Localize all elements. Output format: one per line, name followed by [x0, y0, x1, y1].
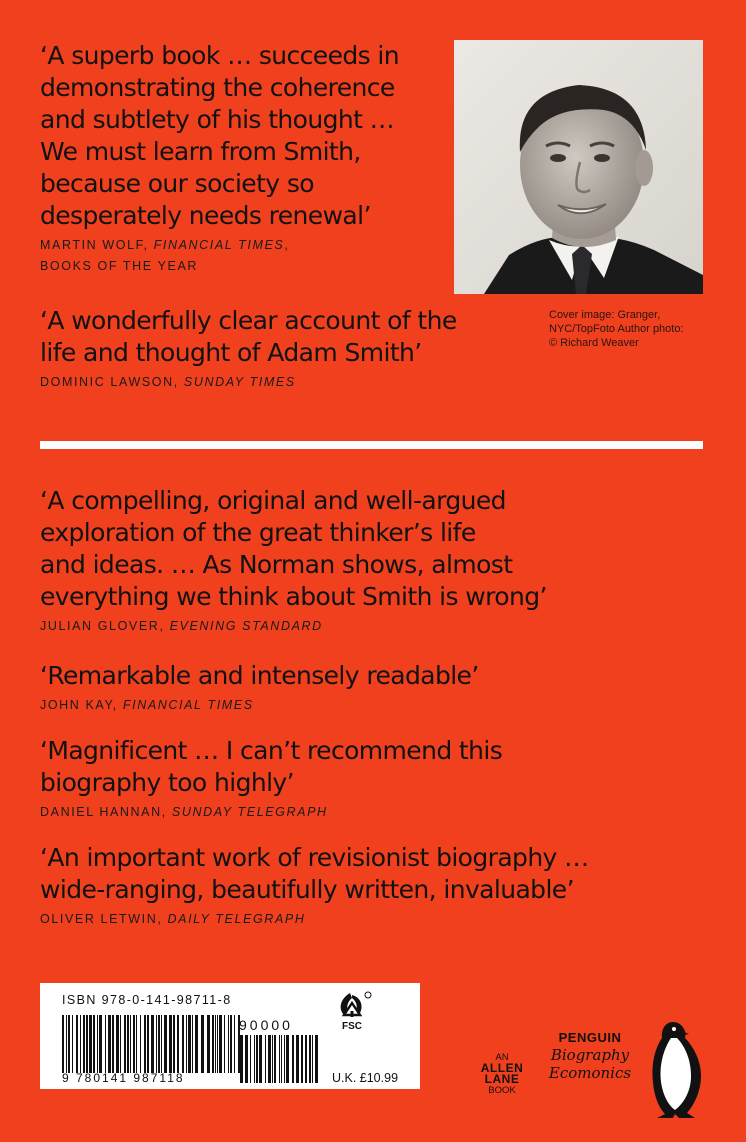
quote-text: ‘Magnificent … I can’t recommend this biography too highly’ — [40, 736, 503, 797]
barcode-digits: 9 780141 987118 — [62, 1071, 185, 1085]
section-divider — [40, 441, 703, 449]
price-addon-barcode — [240, 1035, 320, 1083]
barcode-bar — [173, 1015, 175, 1073]
barcode-bar — [224, 1015, 225, 1073]
barcode-bar — [315, 1035, 318, 1083]
quote-john-kay — [40, 660, 479, 716]
quote-attribution: JOHN KAY, FINANCIAL TIMES — [40, 698, 254, 712]
barcode-bar — [105, 1015, 106, 1073]
barcode-bar — [86, 1015, 88, 1073]
barcode-bar — [281, 1035, 282, 1083]
barcode-bar — [301, 1035, 303, 1083]
barcode-bar — [89, 1015, 92, 1073]
barcode-bar — [120, 1015, 121, 1073]
barcode-bar — [76, 1015, 78, 1073]
barcode-bar — [234, 1015, 235, 1073]
barcode-bar — [147, 1015, 149, 1073]
quote-attribution: OLIVER LETWIN, DAILY TELEGRAPH — [40, 912, 306, 926]
barcode-bar — [245, 1035, 248, 1083]
quote-text: ‘A compelling, original and well-argued exploration of the great thinker’s life and ideas. … As Norman shows, almost everything we think about Smith is wrong’ — [40, 486, 547, 611]
barcode-bar — [212, 1015, 214, 1073]
barcode-bar — [158, 1015, 160, 1073]
svg-text:FSC: FSC — [342, 1021, 362, 1032]
barcode-bar — [240, 1035, 243, 1083]
penguin-icon — [647, 1020, 705, 1120]
barcode-bar — [268, 1035, 271, 1083]
barcode-bar — [256, 1035, 258, 1083]
barcode-bar — [192, 1015, 193, 1073]
barcode-bar — [296, 1035, 299, 1083]
barcode-bar — [66, 1015, 67, 1073]
quote-text: ‘An important work of revisionist biography … wide-ranging, beautifully written, invaluable’ — [40, 843, 589, 904]
barcode-bar — [72, 1015, 73, 1073]
barcode-bar — [217, 1015, 218, 1073]
quote-attribution: DANIEL HANNAN, SUNDAY TELEGRAPH — [40, 805, 328, 819]
barcode-bar — [215, 1015, 216, 1073]
barcode-bar — [259, 1035, 262, 1083]
quote-oliver-letwin — [40, 842, 589, 930]
barcode-bar — [305, 1035, 307, 1083]
barcode-bar — [108, 1015, 111, 1073]
quote-attribution: DOMINIC LAWSON, SUNDAY TIMES — [40, 375, 296, 389]
barcode-bar — [161, 1015, 162, 1073]
barcode-bar — [186, 1015, 187, 1073]
quote-text: ‘A wonderfully clear account of the life and thought of Adam Smith’ — [40, 306, 457, 367]
barcode-bar — [127, 1015, 129, 1073]
barcode-bar — [133, 1015, 135, 1073]
quote-attribution: MARTIN WOLF, FINANCIAL TIMES, BOOKS OF THE YEAR — [40, 238, 290, 273]
penguin-logo — [647, 1020, 705, 1125]
author-portrait-image — [454, 40, 703, 294]
barcode-bar — [169, 1015, 172, 1073]
publisher-series — [540, 1030, 640, 1082]
quote-dominic-lawson — [40, 305, 457, 393]
barcode-bar — [130, 1015, 131, 1073]
barcode-bar — [140, 1015, 141, 1073]
price-label: U.K. £10.99 — [332, 1071, 399, 1085]
ean-barcode — [62, 1015, 242, 1073]
allen-lane-imprint: AN ALLEN LANE BOOK — [480, 1052, 524, 1096]
barcode-bar — [80, 1015, 81, 1073]
barcode-bar — [112, 1015, 114, 1073]
series-name: Ecomonics — [548, 1064, 632, 1082]
barcode-bar — [93, 1015, 95, 1073]
barcode-bar — [68, 1015, 70, 1073]
price-code: 90000 — [239, 1017, 293, 1033]
barcode-bar — [83, 1015, 85, 1073]
barcode-bar — [177, 1015, 179, 1073]
fsc-tree-icon — [330, 989, 376, 1035]
barcode-bar — [136, 1015, 137, 1073]
quote-martin-wolf — [40, 40, 399, 277]
quote-julian-glover — [40, 485, 547, 637]
barcode-bar — [188, 1015, 191, 1073]
barcode-bar — [97, 1015, 98, 1073]
barcode-bar — [312, 1035, 313, 1083]
barcode-bar — [62, 1015, 64, 1073]
author-photo — [454, 40, 703, 294]
barcode-bar — [201, 1015, 204, 1073]
fsc-logo — [330, 989, 376, 1040]
barcode-bar — [156, 1015, 157, 1073]
barcode-panel — [40, 983, 420, 1089]
barcode-bar — [286, 1035, 289, 1083]
barcode-bar — [207, 1015, 210, 1073]
barcode-bar — [116, 1015, 119, 1073]
quote-attribution: JULIAN GLOVER, EVENING STANDARD — [40, 619, 323, 633]
barcode-bar — [124, 1015, 126, 1073]
quote-text: ‘Remarkable and intensely readable’ — [40, 661, 479, 690]
barcode-bar — [219, 1015, 222, 1073]
barcode-bar — [250, 1035, 251, 1083]
quote-daniel-hannan — [40, 735, 502, 823]
barcode-bar — [144, 1015, 146, 1073]
barcode-bar — [279, 1035, 280, 1083]
barcode-bar — [182, 1015, 184, 1073]
barcode-bar — [164, 1015, 167, 1073]
barcode-bar — [99, 1015, 102, 1073]
barcode-bar — [265, 1035, 266, 1083]
publisher-brand: PENGUIN — [558, 1030, 622, 1045]
barcode-bar — [309, 1035, 311, 1083]
barcode-bar — [254, 1035, 255, 1083]
barcode-bar — [195, 1015, 198, 1073]
barcode-bar — [151, 1015, 154, 1073]
isbn-label: ISBN 978-0-141-98711-8 — [62, 993, 232, 1007]
quote-text: ‘A superb book … succeeds in demonstrating the coherence and subtlety of his thought … We must learn from Smith, because our society so desperately needs renewal’ — [40, 41, 399, 230]
series-name: Biography — [550, 1046, 630, 1064]
barcode-bar — [284, 1035, 285, 1083]
barcode-bar — [274, 1035, 276, 1083]
barcode-bar — [230, 1015, 232, 1073]
barcode-bar — [228, 1015, 229, 1073]
photo-credit: Cover image: Granger, NYC/TopFoto Author photo: © Richard Weaver — [549, 309, 684, 349]
barcode-bar — [272, 1035, 273, 1083]
barcode-bar — [292, 1035, 294, 1083]
